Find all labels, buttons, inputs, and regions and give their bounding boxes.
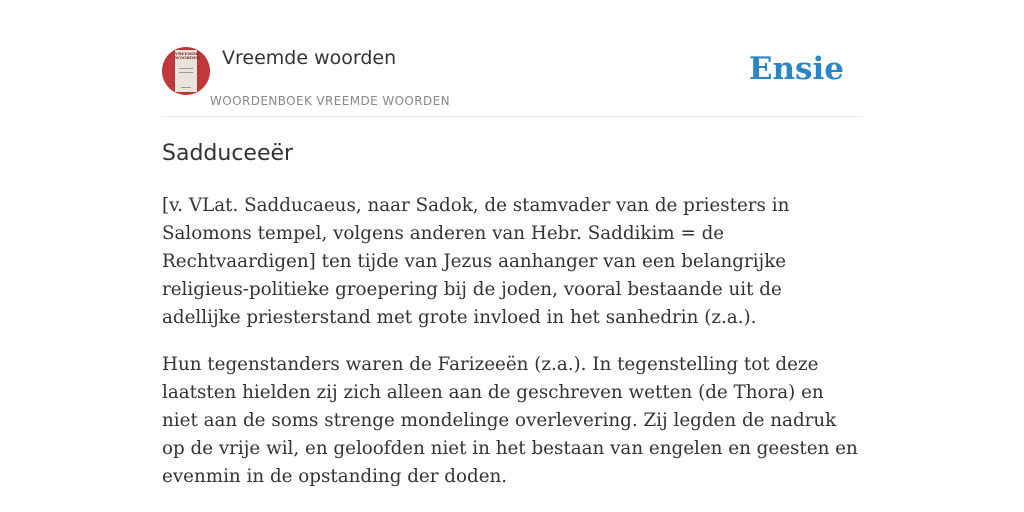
- dictionary-title-link[interactable]: Vreemde woorden: [222, 47, 397, 69]
- book-cover-line: [179, 72, 193, 73]
- definition-paragraph: Hun tegenstanders waren de Farizeeën (z.a.). In tegenstelling tot deze laatsten hielden zij zich alleen aan de geschreven wetten (de Thora) en niet aan de soms strenge mondelinge overlevering. Zij legden de nadruk op de vrije wil, en geloofden niet in het bestaan van engelen en geesten en evenmin in de opstanding der doden.: [162, 354, 858, 487]
- entry-title: Sadduceeër: [162, 141, 294, 166]
- definition-paragraph: [v. VLat. Sadducaeus, naar Sadok, de stamvader van de priesters in Salomons tempel, volgens anderen van Hebr. Saddikim = de Rechtvaardigen] ten tijde van Jezus aanhanger van een belangrijke religieus-politieke groepering bij de joden, vooral bestaande uit de adellijke priesterstand met grote invloed in het sanhedrin (z.a.).: [162, 195, 790, 328]
- entry-definition: [162, 192, 862, 510]
- dictionary-subtitle: WOORDENBOEK VREEMDE WOORDEN: [210, 94, 451, 108]
- book-cover-line: [181, 87, 191, 88]
- book-cover-icon: [175, 50, 200, 92]
- header: [162, 44, 862, 117]
- dictionary-avatar[interactable]: [162, 47, 210, 95]
- ensie-logo-link[interactable]: Ensie: [748, 51, 844, 87]
- book-cover-line: [179, 68, 193, 69]
- book-cover-title: VREEMDE WOORDEN: [175, 51, 200, 60]
